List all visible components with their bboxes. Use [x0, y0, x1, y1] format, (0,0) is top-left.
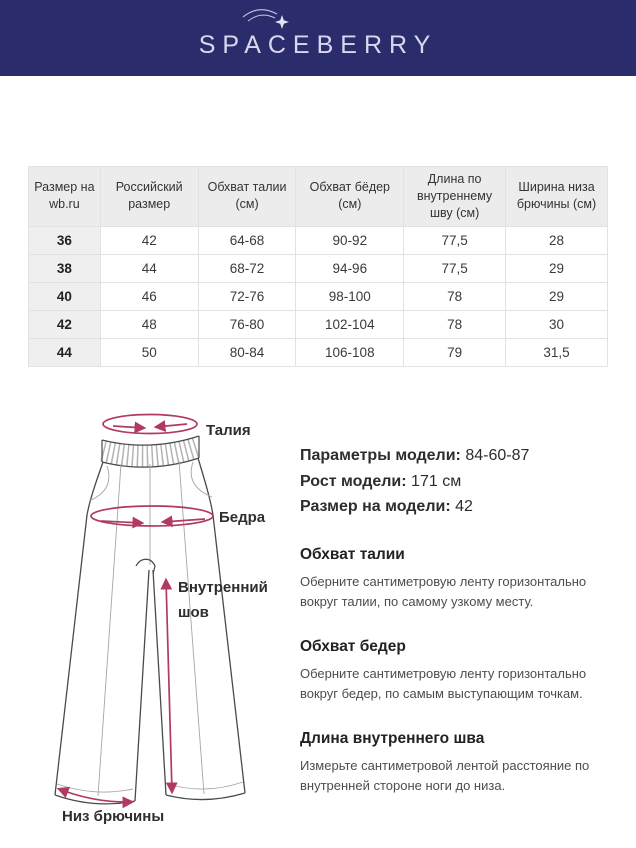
guide-hips-text: Оберните сантиметровую ленту горизонтально вокруг бедер, по самым выступающим точкам. — [300, 666, 587, 702]
size-table — [28, 166, 608, 367]
table-cell: 29 — [506, 282, 608, 310]
hips-label: Бедра — [219, 509, 266, 526]
table-cell: 30 — [506, 310, 608, 338]
info-column — [300, 443, 622, 797]
inseam-label-line2: шов — [178, 604, 209, 621]
pants-diagram-svg — [25, 398, 290, 830]
col-header-hips: Обхват бёдер (см) — [296, 167, 404, 227]
table-cell: 28 — [506, 226, 608, 254]
waistband — [102, 436, 199, 467]
table-cell: 44 — [29, 338, 101, 366]
guide-waist-title: Обхват талии — [300, 545, 405, 563]
hem-label: Низ брючины — [62, 808, 165, 825]
col-header-inseam: Длина по внутреннему шву (см) — [404, 167, 506, 227]
guide-waist-text: Оберните сантиметровую ленту горизонтально вокруг талии, по самому узкому месту. — [300, 573, 587, 609]
table-cell: 94-96 — [296, 254, 404, 282]
shooting-star-icon — [241, 5, 293, 33]
table-cell: 68-72 — [198, 254, 296, 282]
pants-seam-lines — [57, 461, 243, 796]
brand-logo-text: SPACEBERRY — [198, 30, 438, 59]
waist-arrow-right — [156, 424, 187, 427]
model-height-value: 171 см — [411, 472, 462, 490]
model-size-line — [300, 494, 622, 520]
table-cell: 79 — [404, 338, 506, 366]
table-cell: 77,5 — [404, 226, 506, 254]
inseam-label-line1: Внутренний — [178, 579, 268, 596]
model-size-value: 42 — [455, 498, 473, 516]
guide-section-inseam — [300, 730, 622, 796]
hips-measure-ellipse — [91, 506, 213, 526]
table-cell: 46 — [100, 282, 198, 310]
table-header-row — [29, 167, 608, 227]
guide-hips-title: Обхват бедер — [300, 638, 406, 656]
pants-diagram — [25, 398, 290, 830]
table-cell: 38 — [29, 254, 101, 282]
model-height-label: Рост модели: — [300, 472, 407, 490]
hips-arrow-right — [163, 519, 205, 522]
model-params-line — [300, 443, 622, 469]
guide-inseam-title: Длина внутреннего шва — [300, 730, 485, 748]
table-cell: 90-92 — [296, 226, 404, 254]
waist-label: Талия — [206, 422, 251, 439]
model-params-value: 84-60-87 — [465, 447, 530, 464]
table-row — [29, 254, 608, 282]
guide-section-waist — [300, 546, 622, 612]
table-cell: 42 — [100, 226, 198, 254]
table-cell: 31,5 — [506, 338, 608, 366]
guide-inseam-text: Измерьте сантиметровой лентой расстояние по внутренней стороне ноги до низа. — [300, 758, 590, 794]
brand-logo — [199, 17, 438, 60]
table-cell: 72-76 — [198, 282, 296, 310]
col-header-wb-size: Размер на wb.ru — [29, 167, 101, 227]
table-cell: 78 — [404, 310, 506, 338]
table-row — [29, 338, 608, 366]
table-cell: 98-100 — [296, 282, 404, 310]
brand-header — [0, 0, 636, 76]
table-row — [29, 310, 608, 338]
table-row — [29, 282, 608, 310]
table-cell: 76-80 — [198, 310, 296, 338]
crotch-seam — [136, 559, 155, 574]
model-height-line — [300, 469, 622, 495]
model-params-label: Параметры модели: — [300, 447, 461, 464]
model-size-label: Размер на модели: — [300, 498, 451, 516]
guide-section-hips — [300, 638, 622, 704]
table-cell: 77,5 — [404, 254, 506, 282]
col-header-ru-size: Российский размер — [100, 167, 198, 227]
table-cell: 44 — [100, 254, 198, 282]
table-cell: 29 — [506, 254, 608, 282]
table-cell: 102-104 — [296, 310, 404, 338]
col-header-waist: Обхват талии (см) — [198, 167, 296, 227]
inseam-measure-arrow — [166, 580, 172, 792]
model-info — [300, 443, 622, 520]
waist-arrow-left — [113, 426, 144, 428]
table-row — [29, 226, 608, 254]
table-cell: 80-84 — [198, 338, 296, 366]
table-cell: 78 — [404, 282, 506, 310]
size-table-wrap — [28, 166, 608, 367]
table-cell: 36 — [29, 226, 101, 254]
table-cell: 42 — [29, 310, 101, 338]
col-header-hem-width: Ширина низа брючины (см) — [506, 167, 608, 227]
table-cell: 106-108 — [296, 338, 404, 366]
table-cell: 40 — [29, 282, 101, 310]
table-cell: 48 — [100, 310, 198, 338]
table-cell: 50 — [100, 338, 198, 366]
table-cell: 64-68 — [198, 226, 296, 254]
